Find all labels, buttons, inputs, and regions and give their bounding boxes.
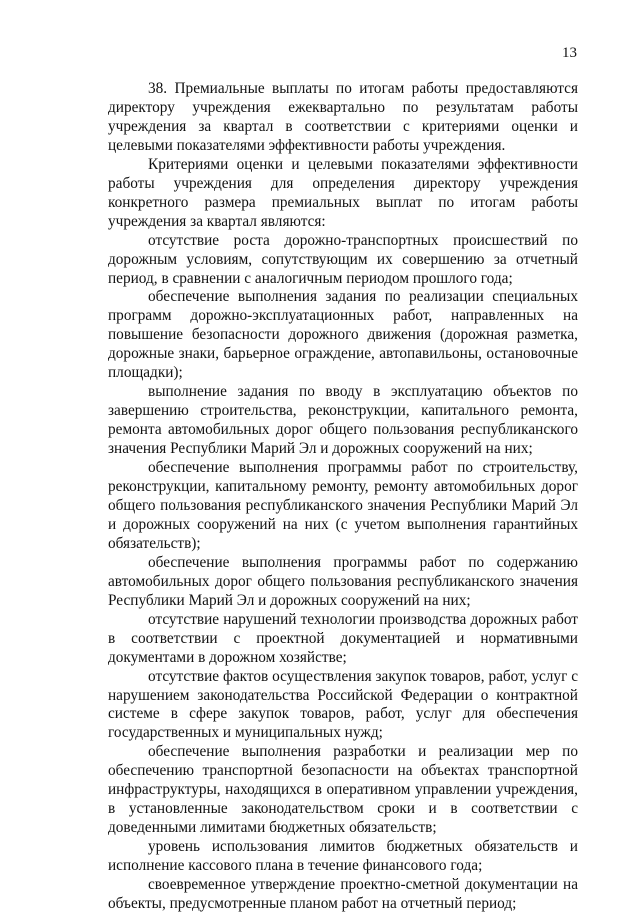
page-number: 13 xyxy=(562,45,577,61)
criterion-transport-security: обеспечение выполнения разработки и реализации мер по обеспечению транспортной безопасности на объектах транспортной инфраструктуры, находящихся в оперативном управлении учреждения, в установленные законодательством сроки и в соответствии с доведенными лимитами бюджетных обязательств; xyxy=(108,743,578,837)
criterion-no-accident-growth: отсутствие роста дорожно-транспортных происшествий по дорожным условиям, сопутствующим их совершению за отчетный период, в сравнении с аналогичным периодом прошлого года; xyxy=(108,231,578,287)
criterion-no-technology-violations: отсутствие нарушений технологии производства дорожных работ в соответствии с проектной документацией и нормативными документами в дорожном хозяйстве; xyxy=(108,610,578,666)
criterion-procurement-compliance: отсутствие фактов осуществления закупок товаров, работ, услуг с нарушением законодательства Российской Федерации о контрактной системе в сфере закупок товаров, работ, услуг для обеспечения государственных и муниципальных нужд; xyxy=(108,667,578,742)
criterion-special-programs: обеспечение выполнения задания по реализации специальных программ дорожно-эксплуатационных работ, направленных на повышение безопасности дорожного движения (дорожная разметка, дорожные знаки, барьерное ограждение, автопавильоны, остановочные площадки); xyxy=(108,288,578,382)
criterion-commissioning: выполнение задания по вводу в эксплуатацию объектов по завершению строительства, реконструкции, капитального ремонта, ремонта автомобильных дорог общего пользования республиканского значения Республики Марий Эл и дорожных сооружений на них; xyxy=(108,383,578,458)
criterion-budget-limits: уровень использования лимитов бюджетных обязательств и исполнение кассового плана в течение финансового года; xyxy=(108,838,578,875)
criterion-design-estimates: своевременное утверждение проектно-сметной документации на объекты, предусмотренные планом работ на отчетный период; xyxy=(108,876,578,912)
criterion-construction-program: обеспечение выполнения программы работ по строительству, реконструкции, капитальному ремонту, ремонту автомобильных дорог общего пользования республиканского значения Республики Марий Эл и дорожных сооружений на них (с учетом выполнения гарантийных обязательств); xyxy=(108,459,578,552)
criterion-maintenance-program: обеспечение выполнения программы работ по содержанию автомобильных дорог общего пользования республиканского значения Республики Марий Эл и дорожных сооружений на них; xyxy=(108,553,578,609)
paragraph-38-premium-payments: 38. Премиальные выплаты по итогам работы предоставляются директору учреждения ежеквартально по результатам работы учреждения за квартал в соответствии с критериями оценки и целевыми показателями эффективности работы учреждения. xyxy=(108,80,578,154)
paragraph-criteria-intro: Критериями оценки и целевыми показателями эффективности работы учреждения для определения директору учреждения конкретного размера премиальных выплат по итогам работы учреждения за квартал являются: xyxy=(108,155,578,230)
document-body xyxy=(108,80,578,914)
